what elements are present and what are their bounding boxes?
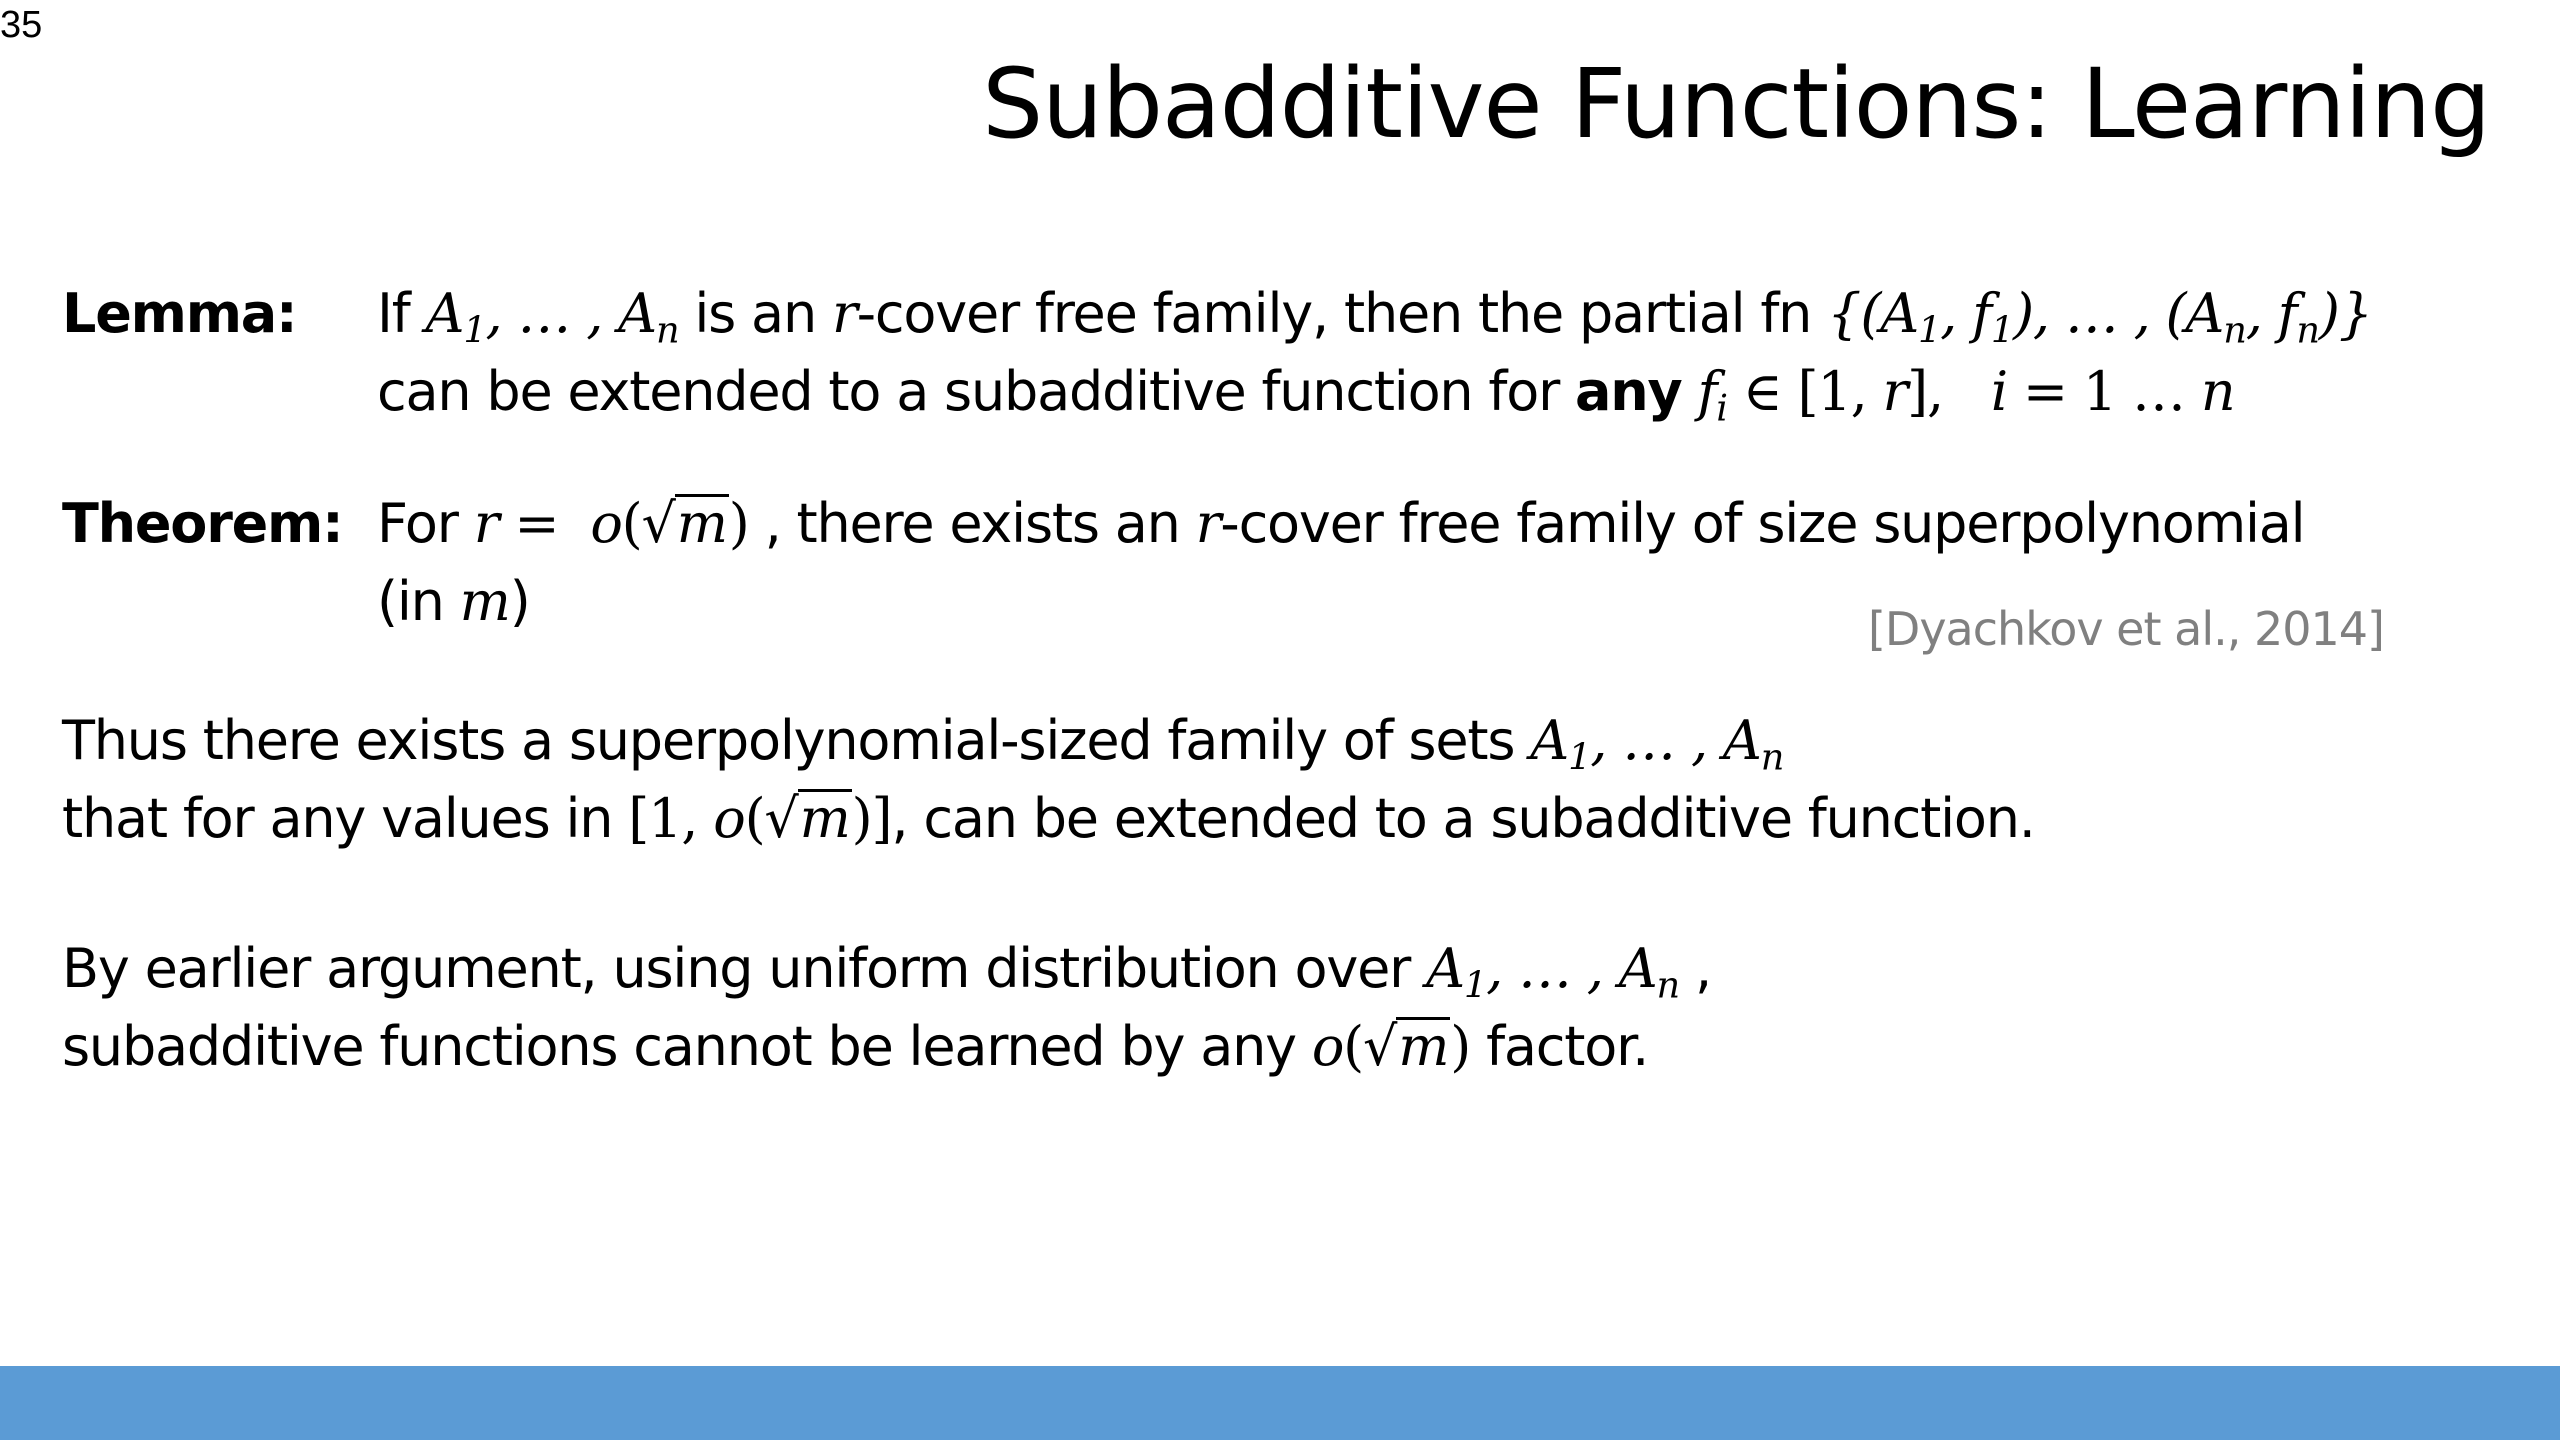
lemma-text: is an	[678, 282, 832, 345]
lemma-text: can be extended to a subadditive function for	[377, 360, 1576, 423]
formula-interval: [1, o(√m)]	[628, 787, 892, 850]
theorem-text: For	[377, 492, 474, 555]
formula-fi-range: $f_i$ ∈ [1, r], i = 1 … n	[1697, 360, 2235, 430]
conclusion-text: that for any values in	[62, 787, 629, 850]
formula-r: r	[831, 282, 857, 345]
lemma-bold-any: any	[1575, 360, 1682, 423]
conclusion-text: , can be extended to a subadditive function.	[891, 787, 2035, 850]
lemma-text: If	[377, 282, 426, 345]
lemma-body	[377, 275, 2372, 431]
formula-sets: $A_1$, … , $A_n$	[425, 282, 679, 352]
argument-text: By earlier argument, using uniform distribution over	[62, 937, 1427, 1000]
formula-sets: $A_1$, … , $A_n$	[1426, 937, 1679, 1007]
lemma-line-1	[377, 275, 2372, 353]
conclusion-line-2	[62, 780, 2035, 858]
formula-r: r	[1195, 492, 1221, 555]
argument-paragraph	[62, 930, 1711, 1086]
conclusion-paragraph	[62, 702, 2035, 858]
theorem-text: , there exists an	[748, 492, 1196, 555]
formula-o-sqrt-m: o(√m)	[1311, 1015, 1471, 1078]
argument-text: ,	[1678, 937, 1711, 1000]
argument-line-2	[62, 1008, 1711, 1086]
theorem-text: -cover free family of size superpolynomial	[1220, 492, 2305, 555]
argument-text: subadditive functions cannot be learned by any	[62, 1015, 1312, 1078]
argument-line-1	[62, 930, 1711, 1008]
citation: [Dyachkov et al., 2014]	[1867, 602, 2384, 656]
theorem-line-1	[377, 485, 2305, 563]
theorem-text: (in	[377, 570, 460, 633]
lemma-line-2	[377, 353, 2372, 431]
argument-text: factor.	[1470, 1015, 1649, 1078]
lemma-text: -cover free family, then the partial fn	[856, 282, 1828, 345]
slide-number: 35	[0, 4, 43, 46]
formula-sets: $A_1$, … , $A_n$	[1530, 709, 1784, 779]
conclusion-line-1	[62, 702, 2035, 780]
theorem-label: Theorem:	[62, 492, 343, 555]
slide-title: Subadditive Functions: Learning	[982, 48, 2490, 160]
formula-m: m	[459, 570, 510, 633]
theorem-text: )	[509, 570, 530, 633]
formula-r-equals: r = o(√m)	[473, 492, 749, 555]
lemma-label: Lemma:	[62, 282, 297, 345]
footer-bar	[0, 1366, 2560, 1440]
formula-partial-fn: {($A_1$, $f_1$), … , ($A_n$, $f_n$)}	[1827, 282, 2372, 352]
conclusion-text: Thus there exists a superpolynomial-sized family of sets	[62, 709, 1531, 772]
